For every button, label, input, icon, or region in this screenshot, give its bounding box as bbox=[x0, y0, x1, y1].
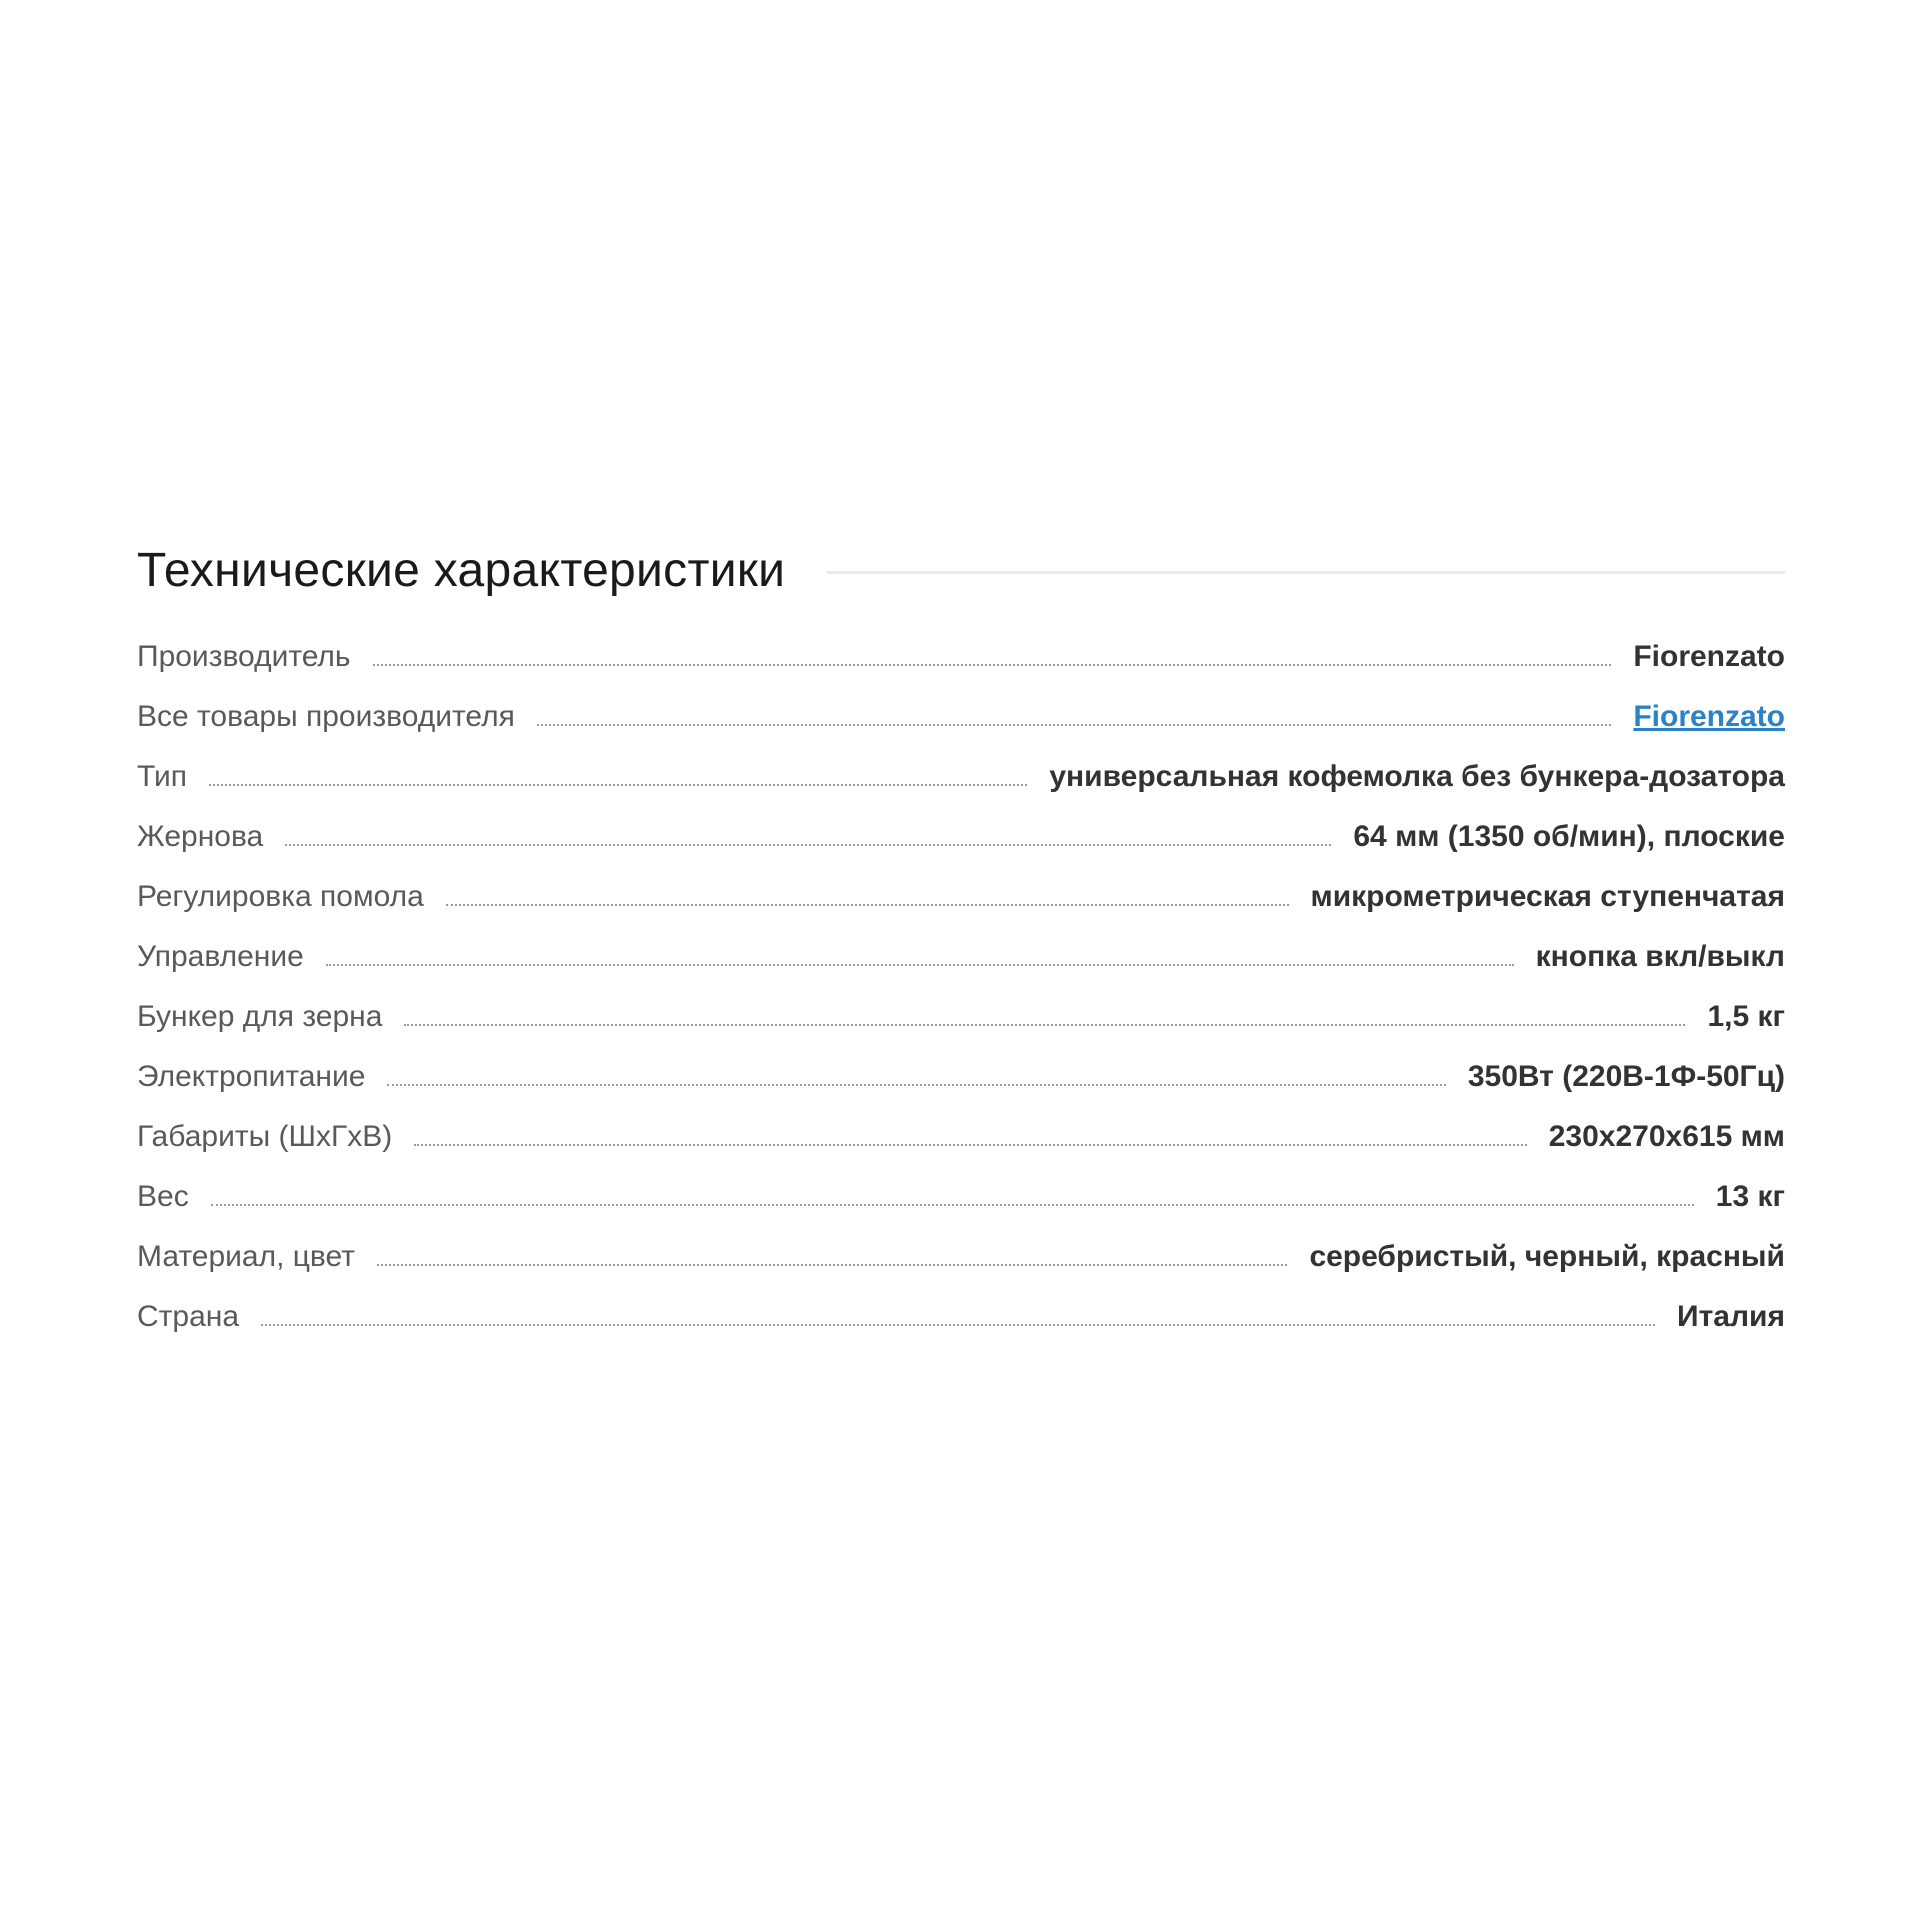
spec-row-type bbox=[137, 747, 1785, 807]
spec-label: Производитель bbox=[137, 640, 351, 673]
spec-row-material-color bbox=[137, 1227, 1785, 1287]
dotted-leader bbox=[404, 1024, 1685, 1026]
spec-value: 13 кг bbox=[1715, 1180, 1785, 1213]
spec-label: Электропитание bbox=[137, 1060, 366, 1093]
tech-specs-section bbox=[137, 530, 1785, 1347]
dotted-leader bbox=[387, 1084, 1445, 1086]
spec-value: кнопка вкл/выкл bbox=[1535, 940, 1785, 973]
spec-list bbox=[137, 627, 1785, 1347]
spec-label: Страна bbox=[137, 1300, 240, 1333]
spec-value: Fiorenzato bbox=[1633, 640, 1785, 673]
spec-label: Управление bbox=[137, 940, 304, 973]
spec-row-manufacturer bbox=[137, 627, 1785, 687]
manufacturer-link[interactable]: Fiorenzato bbox=[1633, 700, 1785, 733]
spec-row-weight bbox=[137, 1167, 1785, 1227]
spec-label: Тип bbox=[137, 760, 188, 793]
dotted-leader bbox=[326, 964, 1514, 966]
heading-divider bbox=[827, 571, 1785, 574]
spec-value: 230х270х615 мм bbox=[1548, 1120, 1785, 1153]
spec-row-grind-adjustment bbox=[137, 867, 1785, 927]
dotted-leader bbox=[211, 1204, 1694, 1206]
dotted-leader bbox=[537, 724, 1611, 726]
dotted-leader bbox=[285, 844, 1331, 846]
section-title: Технические характеристики bbox=[137, 543, 786, 597]
spec-row-power bbox=[137, 1047, 1785, 1107]
dotted-leader bbox=[446, 904, 1289, 906]
spec-row-dimensions bbox=[137, 1107, 1785, 1167]
spec-label: Все товары производителя bbox=[137, 700, 515, 733]
spec-row-country bbox=[137, 1287, 1785, 1347]
dotted-leader bbox=[377, 1264, 1287, 1266]
spec-label: Жернова bbox=[137, 820, 264, 853]
dotted-leader bbox=[261, 1324, 1655, 1326]
spec-row-burrs bbox=[137, 807, 1785, 867]
tech-specs-header bbox=[137, 530, 1785, 610]
spec-row-control bbox=[137, 927, 1785, 987]
spec-value: универсальная кофемолка без бункера-дозатора bbox=[1049, 760, 1785, 793]
spec-row-bean-hopper bbox=[137, 987, 1785, 1047]
spec-label: Бункер для зерна bbox=[137, 1000, 383, 1033]
spec-value: 64 мм (1350 об/мин), плоские bbox=[1353, 820, 1785, 853]
dotted-leader bbox=[209, 784, 1027, 786]
dotted-leader bbox=[414, 1144, 1527, 1146]
spec-label: Габариты (ШхГхВ) bbox=[137, 1120, 393, 1153]
dotted-leader bbox=[373, 664, 1612, 666]
spec-label: Материал, цвет bbox=[137, 1240, 355, 1273]
spec-value: серебристый, черный, красный bbox=[1309, 1240, 1785, 1273]
spec-row-all-products bbox=[137, 687, 1785, 747]
spec-label: Регулировка помола bbox=[137, 880, 424, 913]
spec-label: Вес bbox=[137, 1180, 189, 1213]
spec-value: микрометрическая ступенчатая bbox=[1310, 880, 1785, 913]
spec-value: Италия bbox=[1677, 1300, 1785, 1333]
spec-value: 350Вт (220В-1Ф-50Гц) bbox=[1467, 1060, 1785, 1093]
spec-value: 1,5 кг bbox=[1707, 1000, 1785, 1033]
